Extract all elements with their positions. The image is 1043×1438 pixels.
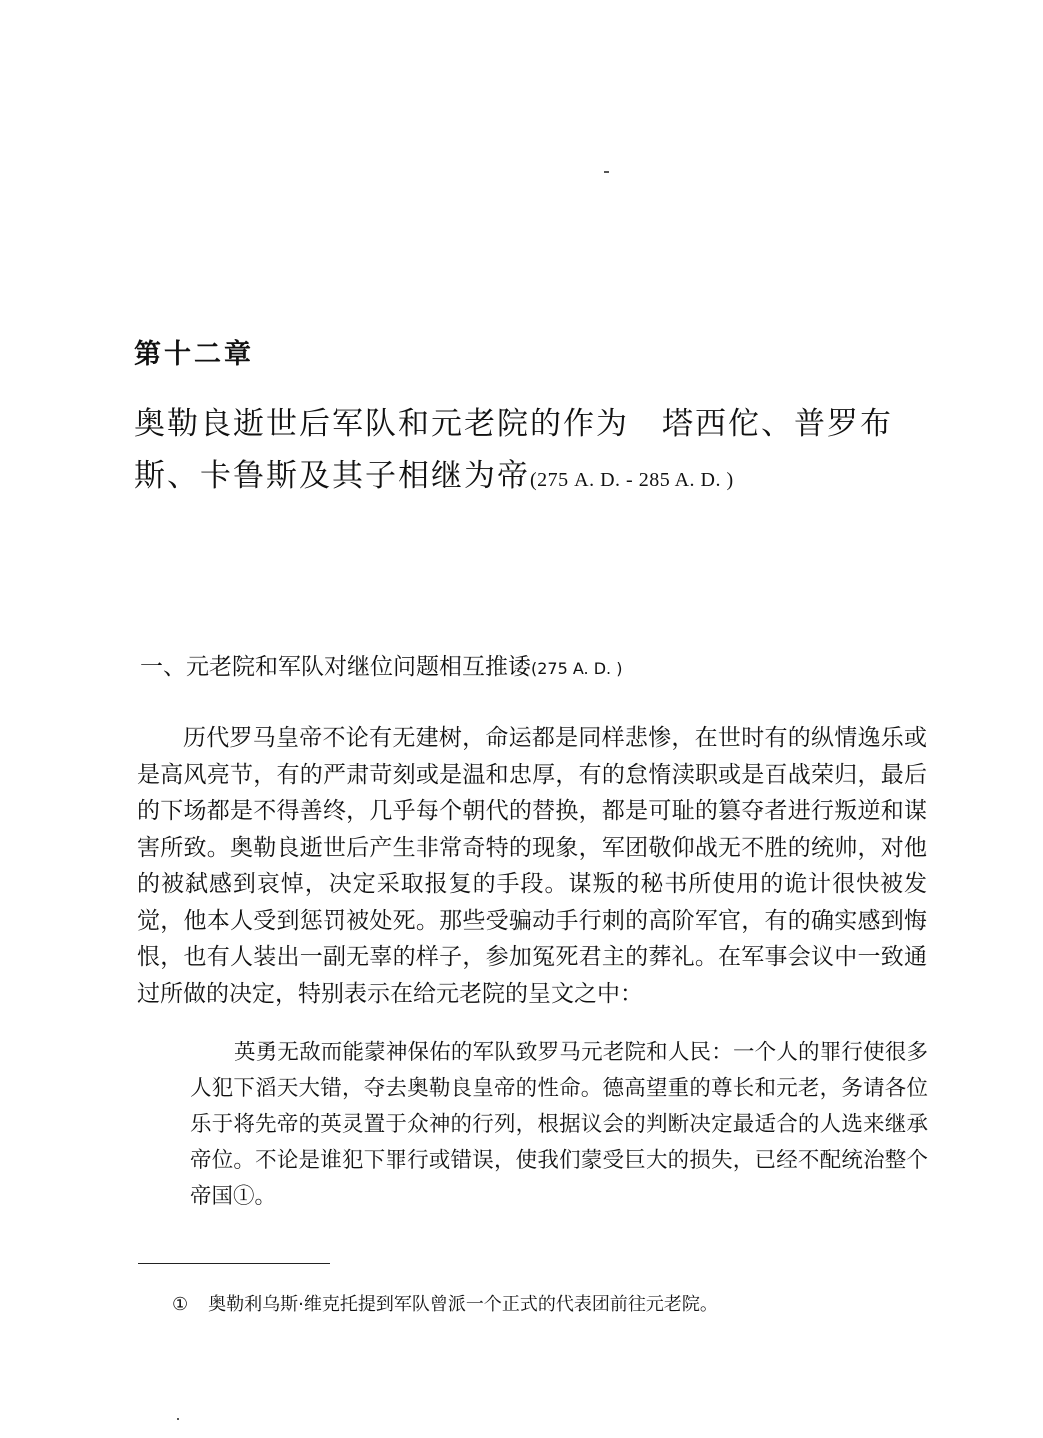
section-title: [140, 648, 622, 681]
section-title-dates: (275 A. D. ): [531, 659, 623, 678]
footnote-marker: ①: [172, 1294, 189, 1315]
scan-speck: [177, 1418, 179, 1420]
section-title-text: 一、元老院和军队对继位问题相互推诿: [140, 654, 531, 680]
footnote-divider: [138, 1263, 330, 1264]
chapter-label: 第十二章: [134, 339, 254, 370]
quote-paragraph: 英勇无敌而能蒙神保佑的军队致罗马元老院和人民：一个人的罪行使很多人犯下滔天大错，夺去奥勒良皇帝的性命。德高望重的尊长和元老，务请各位乐于将先帝的英灵置于众神的行列，根据议会的判断决定最适合的人选来继承帝位。不论是谁犯下罪行或错误，使我们蒙受巨大的损失，已经不配统治整个帝国①。: [190, 1040, 928, 1209]
chapter-title-dates: (275 A. D. - 285 A. D. ): [530, 469, 734, 491]
chapter-title: [134, 398, 934, 506]
body-paragraph: 历代罗马皇帝不论有无建树，命运都是同样悲惨，在世时有的纵情逸乐或是高风亮节，有的严肃苛刻或是温和忠厚，有的怠惰渎职或是百战荣归，最后的下场都是不得善终，几乎每个朝代的替换，都是可耻的篡夺者进行叛逆和谋害所致。奥勒良逝世后产生非常奇特的现象，军团敬仰战无不胜的统帅，对他的被弑感到哀悼，决定采取报复的手段。谋叛的秘书所使用的诡计很快被发觉，他本人受到惩罚被处死。那些受骗动手行刺的高阶军官，有的确实感到悔恨，也有人装出一副无辜的样子，参加冤死君主的葬礼。在军事会议中一致通过所做的决定，特别表示在给元老院的呈文之中：: [137, 725, 927, 1007]
footnote-text: 奥勒利乌斯·维克托提到军队曾派一个正式的代表团前往元老院。: [208, 1294, 718, 1315]
chapter-title-text: 奥勒良逝世后军队和元老院的作为 塔西佗、普罗布斯、卡鲁斯及其子相继为帝: [134, 406, 893, 494]
scan-speck: [604, 171, 609, 173]
footnote: [172, 1290, 718, 1316]
